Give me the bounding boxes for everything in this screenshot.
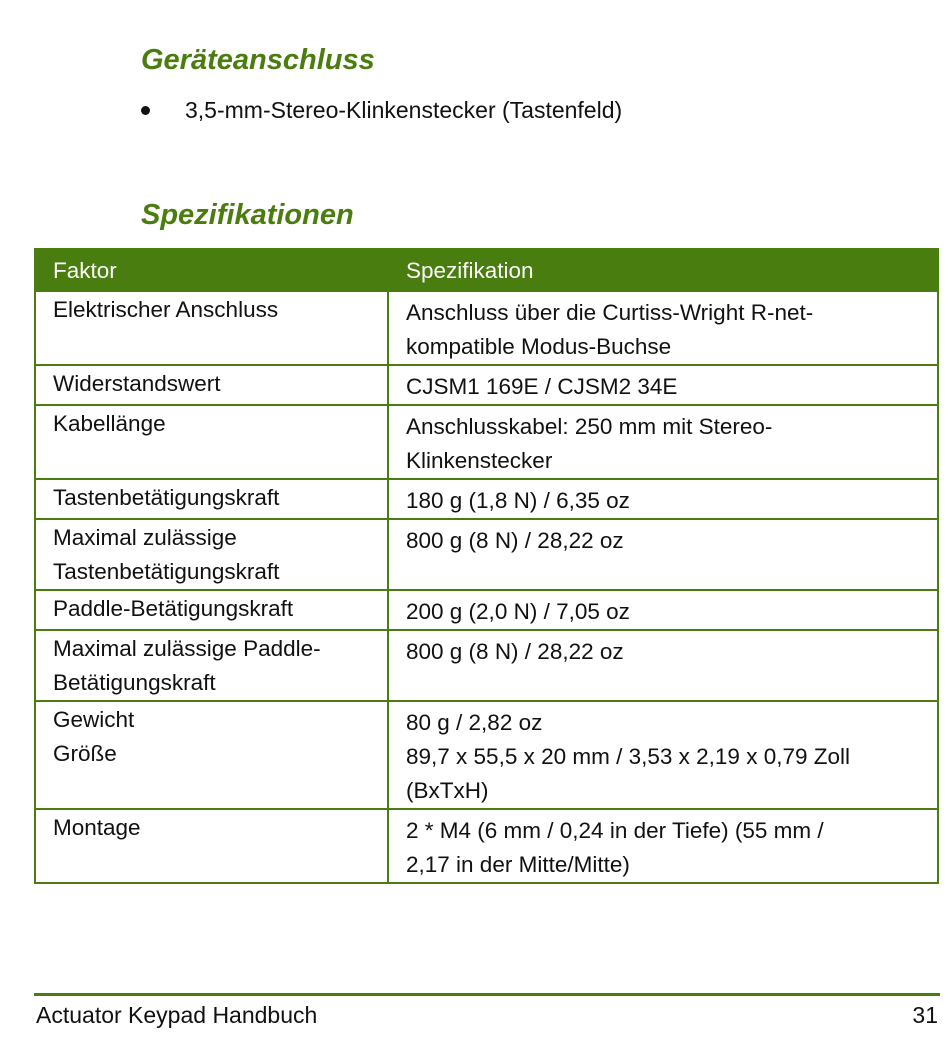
factor-cell [35, 291, 388, 365]
list-item-text: 3,5-mm-Stereo-Klinkenstecker (Tastenfeld) [185, 97, 623, 123]
table-row [35, 405, 938, 479]
cell-text: CJSM1 169E / CJSM2 34E [406, 374, 678, 399]
cell-text: 2 * M4 (6 mm / 0,24 in der Tiefe) (55 mm / [406, 818, 824, 843]
cell-text: 800 g (8 N) / 28,22 oz [406, 639, 624, 664]
cell-text: 2,17 in der Mitte/Mitte) [406, 852, 630, 877]
cell-text: Widerstandswert [53, 371, 221, 396]
cell-text: Größe [53, 741, 117, 766]
factor-cell [35, 519, 388, 590]
table-row [35, 590, 938, 630]
factor-cell [35, 630, 388, 701]
factor-cell [35, 590, 388, 630]
cell-text: 80 g / 2,82 oz [406, 710, 543, 735]
connection-bullet-list [141, 94, 622, 126]
cell-text: Anschluss über die Curtiss-Wright R-net- [406, 300, 814, 325]
table-row [35, 701, 938, 809]
cell-text: Paddle-Betätigungskraft [53, 596, 294, 621]
footer-divider [34, 993, 940, 996]
cell-text: 180 g (1,8 N) / 6,35 oz [406, 488, 630, 513]
spec-cell [388, 479, 938, 519]
cell-text: 89,7 x 55,5 x 20 mm / 3,53 x 2,19 x 0,79 Zoll [406, 744, 850, 769]
cell-text: 800 g (8 N) / 28,22 oz [406, 528, 624, 553]
list-item [141, 94, 622, 126]
spec-cell [388, 519, 938, 590]
cell-text: Kabellänge [53, 411, 166, 436]
table-row [35, 630, 938, 701]
factor-cell [35, 405, 388, 479]
spec-cell [388, 701, 938, 809]
table-row [35, 519, 938, 590]
cell-text: Klinkenstecker [406, 448, 553, 473]
cell-text: Gewicht [53, 707, 135, 732]
bullet-icon [141, 106, 150, 115]
cell-text: Maximal zulässige [53, 525, 237, 550]
spec-cell [388, 590, 938, 630]
factor-cell [35, 479, 388, 519]
cell-text: (BxTxH) [406, 778, 489, 803]
cell-text: Tastenbetätigungskraft [53, 559, 280, 584]
footer-document-title: Actuator Keypad Handbuch [36, 1002, 318, 1028]
cell-text: Elektrischer Anschluss [53, 297, 279, 322]
spec-cell [388, 405, 938, 479]
spec-cell [388, 365, 938, 405]
factor-cell [35, 701, 388, 809]
column-header-specification: Spezifikation [388, 249, 938, 291]
cell-text: Tastenbetätigungskraft [53, 485, 280, 510]
cell-text: kompatible Modus-Buchse [406, 334, 672, 359]
section-heading-specifications: Spezifikationen [141, 199, 354, 231]
spec-cell [388, 291, 938, 365]
table-row [35, 479, 938, 519]
cell-text: Maximal zulässige Paddle- [53, 636, 321, 661]
cell-text: Betätigungskraft [53, 670, 216, 695]
cell-text: Montage [53, 815, 141, 840]
table-row [35, 809, 938, 883]
spec-cell [388, 809, 938, 883]
section-heading-device-connection: Geräteanschluss [141, 44, 375, 76]
spec-cell [388, 630, 938, 701]
specifications-table [34, 248, 939, 884]
cell-text: Anschlusskabel: 250 mm mit Stereo- [406, 414, 773, 439]
table-row [35, 291, 938, 365]
cell-text: 200 g (2,0 N) / 7,05 oz [406, 599, 630, 624]
footer-page-number: 31 [912, 1002, 938, 1028]
factor-cell [35, 809, 388, 883]
table-header-row [35, 249, 938, 291]
column-header-factor: Faktor [35, 249, 388, 291]
table-row [35, 365, 938, 405]
factor-cell [35, 365, 388, 405]
